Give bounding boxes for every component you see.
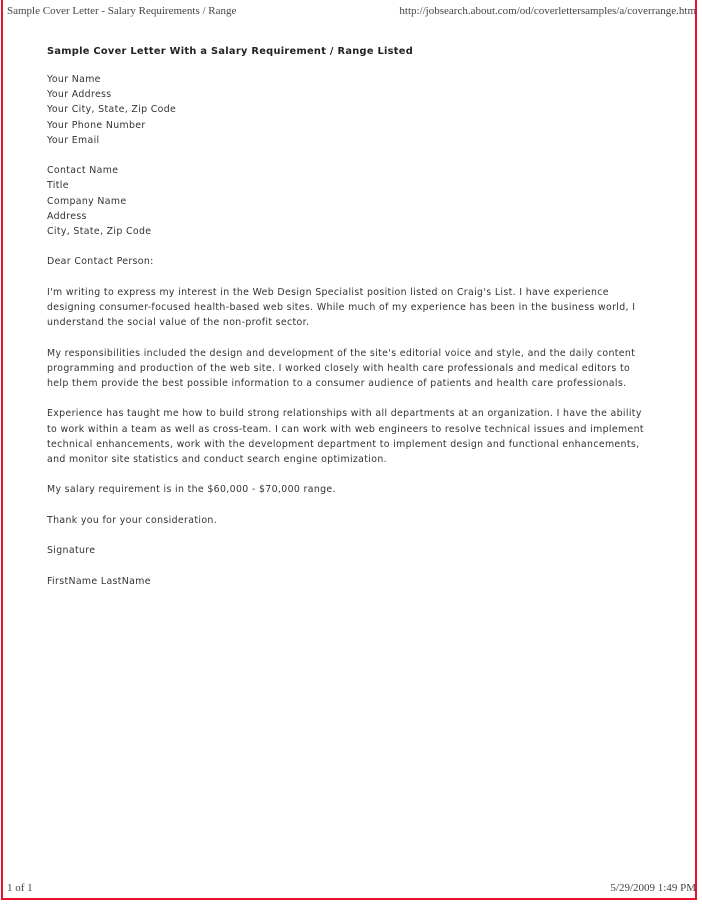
signature: Signature	[47, 545, 96, 557]
name-block	[47, 574, 657, 589]
print-header-url[interactable]: http://jobsearch.about.com/od/coverlettersamples/a/coverrange.htm	[399, 5, 696, 17]
sender-email: Your Email	[47, 134, 100, 146]
sender-city: Your City, State, Zip Code	[47, 104, 177, 116]
paragraph-responsibilities	[47, 346, 657, 392]
paragraph-thanks	[47, 513, 657, 528]
paragraph-line: to work within a team as well as cross-team. I can work with web engineers to resolve technical issues and implement	[47, 423, 644, 435]
paragraph-salary	[47, 482, 657, 497]
salutation-text: Dear Contact Person:	[47, 256, 154, 268]
paragraph-line: programming and production of the web site. I worked closely with health care professionals and medical editors to	[47, 362, 631, 374]
paragraph-line: Experience has taught me how to build strong relationships with all departments at an organization. I have the ability	[47, 408, 642, 420]
paragraph-line: My responsibilities included the design and development of the site's editorial voice and style, and the daily content	[47, 347, 636, 359]
recipient-city: City, State, Zip Code	[47, 226, 152, 238]
recipient-company: Company Name	[47, 195, 127, 207]
salutation	[47, 254, 657, 269]
sender-phone: Your Phone Number	[47, 119, 146, 131]
signature-block	[47, 543, 657, 558]
paragraph-line: understand the social value of the non-profit sector.	[47, 317, 310, 329]
print-header-title: Sample Cover Letter - Salary Requirements / Range	[7, 5, 237, 17]
sender-name: Your Name	[47, 74, 101, 85]
paragraph-line: help them provide the best possible information to a consumer audience of patients and health care professionals.	[47, 378, 627, 389]
cover-letter	[47, 46, 657, 604]
page-count: 1 of 1	[7, 882, 33, 894]
paragraph-line: designing consumer-focused health-based web sites. While much of my experience has been in the business world, I	[47, 302, 636, 313]
recipient-contact-name: Contact Name	[47, 165, 119, 177]
print-header	[7, 5, 696, 21]
paragraph-line: and monitor site statistics and conduct search engine optimization.	[47, 454, 387, 465]
sender-address	[47, 72, 657, 148]
signer-name: FirstName LastName	[47, 575, 151, 587]
paragraph-line: Thank you for your consideration.	[47, 514, 218, 526]
print-footer	[7, 882, 696, 896]
print-timestamp: 5/29/2009 1:49 PM	[610, 882, 696, 894]
paragraph-line: technical enhancements, work with the development department to implement design and functional enhancements,	[47, 438, 640, 450]
paragraph-intro	[47, 285, 657, 331]
paragraph-line: I'm writing to express my interest in the Web Design Specialist position listed on Craig's List. I have experience	[47, 286, 609, 298]
recipient-address	[47, 163, 657, 239]
paragraph-line: My salary requirement is in the $60,000 - $70,000 range.	[47, 484, 336, 496]
letter-title: Sample Cover Letter With a Salary Requirement / Range Listed	[47, 46, 414, 57]
sender-address-line: Your Address	[47, 89, 112, 101]
recipient-address-line: Address	[47, 210, 87, 222]
recipient-title: Title	[47, 180, 69, 192]
paragraph-experience	[47, 406, 657, 467]
